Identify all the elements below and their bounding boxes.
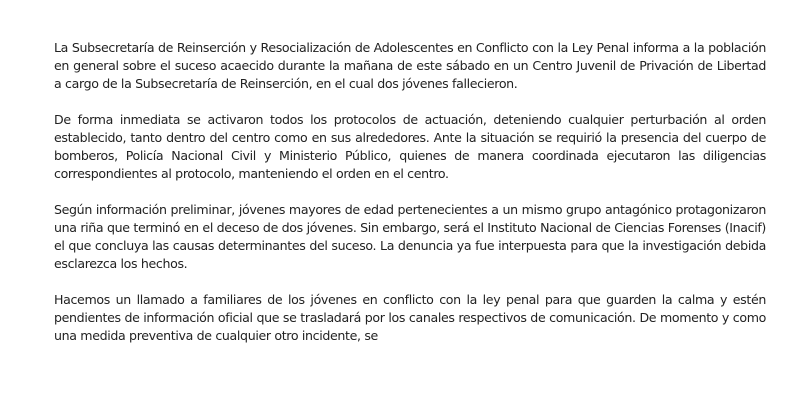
press-release-document — [54, 39, 766, 363]
paragraph-call-to-families: Hacemos un llamado a familiares de los jóvenes en conflicto con la ley penal para que guarden la calma y estén pendientes de información oficial que se trasladará por los canales respectivos de comunicación. De momento y como una medida preventiva de cualquier otro incidente, se — [54, 292, 766, 343]
paragraph-intro: La Subsecretaría de Reinserción y Resocialización de Adolescentes en Conflicto con la Ley Penal informa a la población en general sobre el suceso acaecido durante la mañana de este sábado en un Centro Juvenil de Privación de Libertad a cargo de la Subsecretaría de Reinserción, en el cual dos jóvenes fallecieron. — [54, 40, 766, 91]
paragraph-protocols: De forma inmediata se activaron todos los protocolos de actuación, deteniendo cualquier perturbación al orden establecido, tanto dentro del centro como en sus alrededores. Ante la situación se requirió la presencia del cuerpo de bomberos, Policía Nacional Civil y Ministerio Público, quienes de manera coordinada ejecutaron las diligencias correspondientes al protocolo, manteniendo el orden en el centro. — [54, 112, 766, 181]
paragraph-preliminary-info: Según información preliminar, jóvenes mayores de edad pertenecientes a un mismo grupo antagónico protagonizaron una riña que terminó en el deceso de dos jóvenes. Sin embargo, será el Instituto Nacional de Ciencias Forenses (Inacif) el que concluya las causas determinantes del suceso. La denuncia ya fue interpuesta para que la investigación debida esclarezca los hechos. — [54, 202, 766, 271]
